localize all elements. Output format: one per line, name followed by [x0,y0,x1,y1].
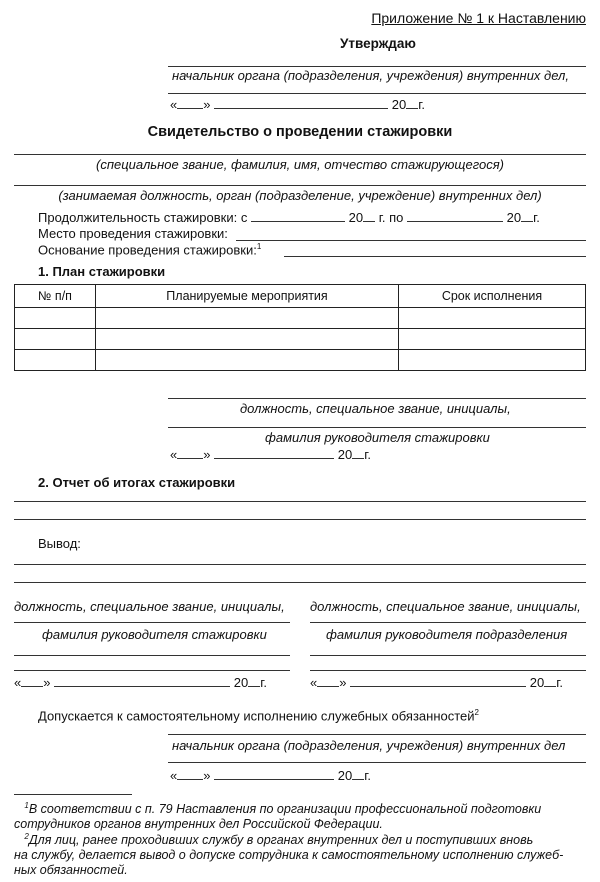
place-line[interactable] [236,240,586,241]
appendix-title: Приложение № 1 к Наставлению [371,10,586,26]
basis-label: Основание проведения стажировки:$^1$ [38,242,262,258]
right-sign-line[interactable] [310,622,586,623]
admission-caption: начальник органа (подразделения, учреждения) внутренних дел [172,738,566,753]
conclusion-line-1[interactable] [14,564,586,565]
table-row [15,350,586,371]
admission-line-1[interactable] [168,734,586,735]
conclusion-line-2[interactable] [14,582,586,583]
trainee-line[interactable] [14,154,586,155]
left-line-a[interactable] [14,655,290,656]
col-deadline: Срок исполнения [399,285,586,308]
footnote-divider [14,794,132,795]
duration-end-blank[interactable] [407,210,503,222]
admission-line-2[interactable] [168,762,586,763]
admission-text: Допускается к самостоятельному исполнению служебных обязанностей$^2$ [38,708,479,724]
left-date: « » 20 г. [14,675,267,690]
right-line-b[interactable] [310,670,586,671]
right-position-caption: должность, специальное звание, инициалы, [310,599,581,614]
table-row [15,329,586,350]
trainee-caption: (специальное звание, фамилия, имя, отчество стажирующегося) [95,157,504,172]
right-line-a[interactable] [310,655,586,656]
supervisor-line-2[interactable] [168,427,586,428]
left-position-caption: должность, специальное звание, инициалы, [14,599,285,614]
left-sign-line[interactable] [14,622,290,623]
report-line-1[interactable] [14,501,586,502]
approver-signature-line[interactable] [168,66,586,67]
report-line-2[interactable] [14,519,586,520]
duration-start-blank[interactable] [251,210,345,222]
table-row [15,308,586,329]
approval-date: « » 20 г. [170,97,425,112]
position-caption: (занимаемая должность, орган (подразделение, учреждение) внутренних дел) [58,188,542,203]
report-heading: 2. Отчет об итогах стажировки [38,475,236,490]
conclusion-label: Вывод: [38,536,81,551]
approve-label: Утверждаю [340,36,416,51]
footnote-2: $^2$Для лиц, ранее проходивших службу в органах внутренних дел и поступивших вновь на службу, делается вывод о допуске сотрудника к самостоятельному исполнению служеб- ных обязанностей. [14,832,564,878]
left-line-b[interactable] [14,670,290,671]
supervisor-line-1[interactable] [168,398,586,399]
right-name-caption: фамилия руководителя подразделения [326,627,568,642]
page-title: Свидетельство о проведении стажировки [147,124,453,140]
left-name-caption: фамилия руководителя стажировки [42,627,267,642]
admission-date: « » 20 г. [170,768,371,783]
supervisor-position-caption: должность, специальное звание, инициалы, [240,401,511,416]
place-label: Место проведения стажировки: [38,226,228,241]
right-date: « » 20 г. [310,675,563,690]
supervisor-date: « » 20 г. [170,447,371,462]
supervisor-name-caption: фамилия руководителя стажировки [265,430,490,445]
plan-heading: 1. План стажировки [38,264,166,279]
col-activities: Планируемые мероприятия [96,285,399,308]
footnote-1: $^1$В соответствии с п. 79 Наставления по организации профессиональной подготовки сотрудников органов внутренних дел Российской Федерации. [14,801,542,832]
basis-line[interactable] [284,256,586,257]
duration-field: Продолжительность стажировки: с 20 г. по 20 г. [38,210,540,225]
col-number: № п/п [15,285,96,308]
approver-name-line[interactable] [168,93,586,94]
position-line[interactable] [14,185,586,186]
approver-caption: начальник органа (подразделения, учреждения) внутренних дел, [172,68,569,83]
plan-table [14,284,586,371]
